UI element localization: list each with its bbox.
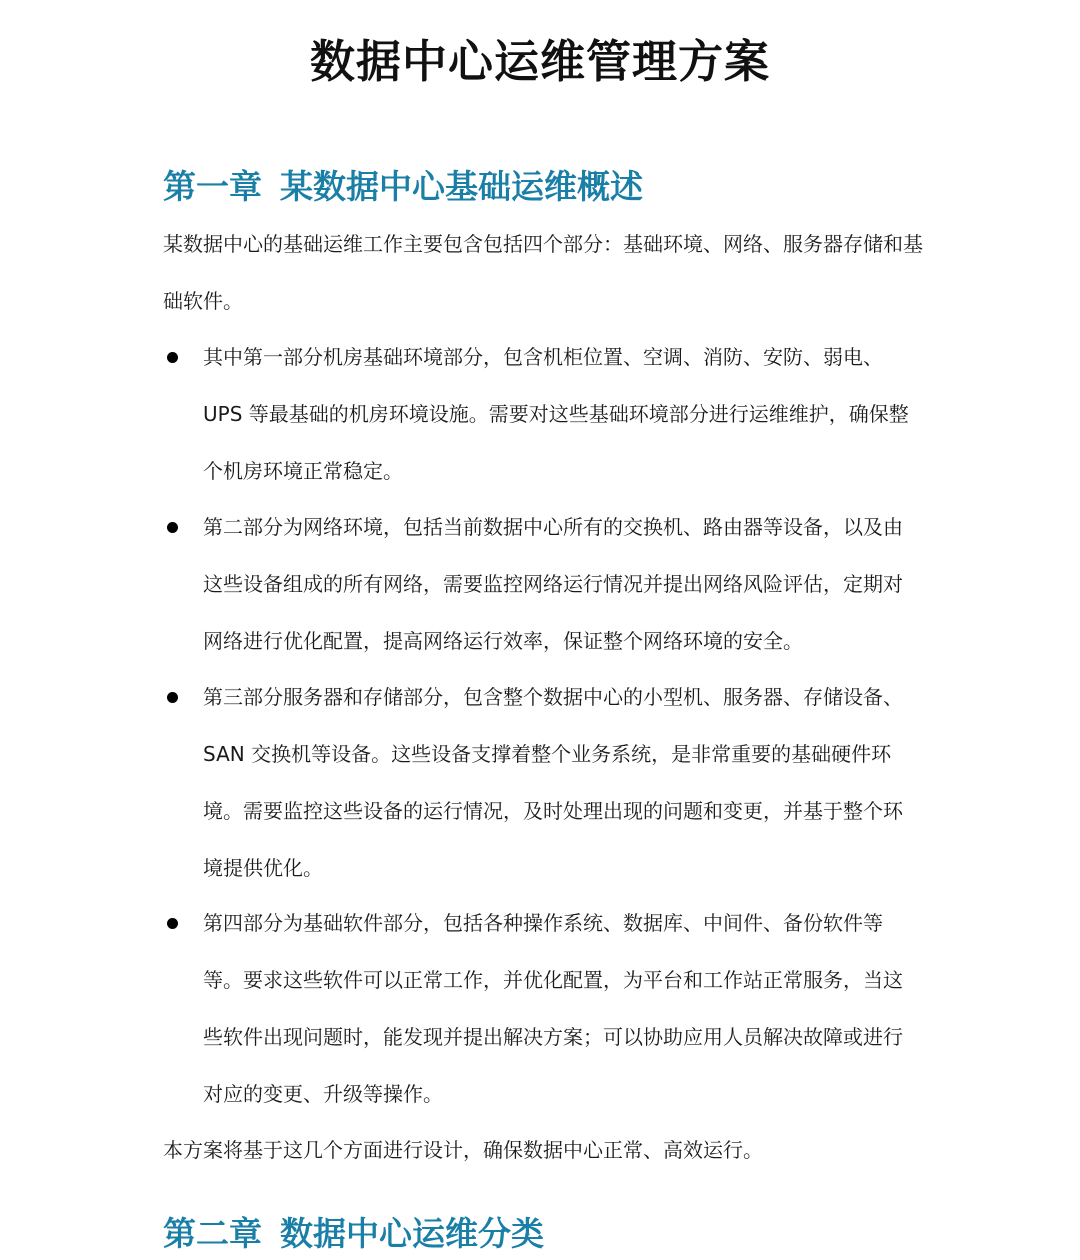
chapter-1-intro: 某数据中心的基础运维工作主要包含包括四个部分：基础环境、网络、服务器存储和基础软件。: [163, 232, 923, 313]
chapter-1-heading: [163, 165, 643, 209]
chapter-1-number: 第一章: [163, 167, 262, 206]
bullet-item: [163, 329, 923, 500]
bullet-dot-icon: [167, 692, 178, 703]
bullet-dot-icon: [167, 352, 178, 363]
bullet-item: [163, 499, 923, 670]
chapter-2-title: 数据中心运维分类: [280, 1214, 544, 1253]
bullet-item: [163, 895, 923, 1123]
bullet-item: [163, 669, 923, 897]
chapter-1-conclusion: 本方案将基于这几个方面进行设计，确保数据中心正常、高效运行。: [163, 1138, 763, 1162]
chapter-2-number: 第二章: [163, 1214, 262, 1253]
bullet-text: 其中第一部分机房基础环境部分，包含机柜位置、空调、消防、安防、弱电、UPS 等最基础的机房环境设施。需要对这些基础环境部分进行运维维护，确保整个机房环境正常稳定。: [203, 345, 909, 483]
bullet-text: 第四部分为基础软件部分，包括各种操作系统、数据库、中间件、备份软件等等。要求这些软件可以正常工作，并优化配置，为平台和工作站正常服务，当这些软件出现问题时，能发现并提出解决方案；可以协助应用人员解决故障或进行对应的变更、升级等操作。: [203, 911, 903, 1106]
bullet-dot-icon: [167, 522, 178, 533]
bullet-text: 第三部分服务器和存储部分，包含整个数据中心的小型机、服务器、存储设备、SAN 交换机等设备。这些设备支撑着整个业务系统，是非常重要的基础硬件环境。需要监控这些设备的运行情况，及时处理出现的问题和变更，并基于整个环境提供优化。: [203, 685, 903, 880]
chapter-2-heading: [163, 1212, 544, 1256]
bullet-dot-icon: [167, 918, 178, 929]
chapter-1-title: 某数据中心基础运维概述: [280, 167, 643, 206]
document-title: 数据中心运维管理方案: [309, 35, 770, 88]
bullet-text: 第二部分为网络环境，包括当前数据中心所有的交换机、路由器等设备，以及由这些设备组成的所有网络，需要监控网络运行情况并提出网络风险评估，定期对网络进行优化配置，提高网络运行效率，保证整个网络环境的安全。: [203, 515, 903, 653]
